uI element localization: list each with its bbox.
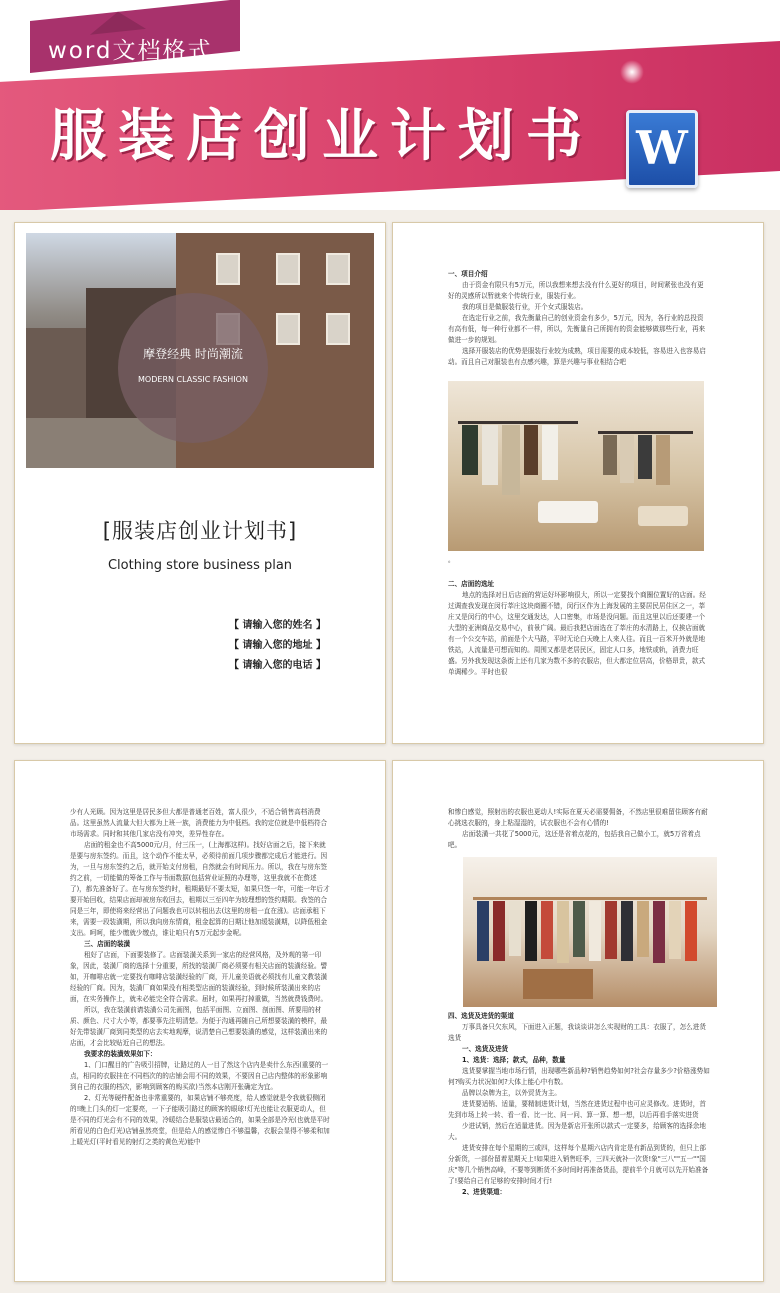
page-3 (14, 760, 386, 1282)
paragraph: 地点的选择对日后店面的营运好坏影响很大，所以一定要找个商圈位置好的店面。经过调查我发现在闵行莘庄这块商圈不错，闵行区作为上海发展的主要居民居住区之一，莘庄又是闵行的中心，这里交通发达，人口密集，市场是没问题。而且这里以后还要建一个大型的亚洲商品交易中心，前景广阔。最后我把店面选在了莘庄的水清路上，仅挨店面就有一个公交车站，前面是个大马路，平时无论白天晚上人来人往。而且一百米开外就是地铁站，人流量是可想而知的。周围又都是老居民区，固定人口多，地铁或轨，消费力旺盛。另外我发现这条街上还有几家为数不多的衣服店，但大都定位居高，价格昂贵，款式单调稀少。平时也很 (448, 591, 706, 676)
paragraph: 少进试销，然后在适量进货。因为是新店开张所以款式一定要多，给顾客的选择余地大。 (448, 1122, 706, 1141)
section-heading: 四、选货及进货的渠道 (448, 1012, 514, 1020)
paragraph: 进货安排在每个星期的三或四，这样每个星期六店内肯定是有新品到货的，但只上部分新货，一部份留着星期天上!如果进入销售旺季，三四天就补一次货!象"三八""五一""国庆"等几个销售高峰，不要等到断货不多时间时再准备货品，提前半个月就可以先开始准备了!要给自己有足够的安排时间才行! (448, 1144, 709, 1185)
page2-text-top (448, 269, 710, 368)
slogan-en: MODERN CLASSIC FASHION (138, 375, 248, 384)
store-interior-photo (448, 381, 704, 551)
paragraph: 少有人光顾。因为这里是居民多但大都是普通老百姓，富人很少，不适合销售高档消费品。这里虽然人流量大但大都为上班一族，消费能力为中低档。我的定位就是中低档符合市场需求。同时和其他几家店没有冲突，差异性存在。 (70, 808, 328, 838)
page2-dot: 。 (448, 556, 455, 564)
section-heading: 一、选货及进货 (462, 1045, 509, 1053)
paragraph: 进货要适销、适量，要精制进货计划，当然在进货过程中也可应灵修改。进货时，首先到市场上转一转、看一看、比一比、问一问、算一算、想一想，以后再看手落实进货 (448, 1100, 706, 1119)
page-2 (392, 222, 764, 744)
format-tag: word文档格式 (48, 38, 213, 64)
name-field: 【 请输入您的姓名 】 (229, 620, 326, 631)
page4-text-bottom (448, 1011, 710, 1198)
page4-text-top (448, 807, 710, 851)
section-heading: 一、项目介绍 (448, 270, 488, 278)
paragraph: 由于资金有限只有5万元，所以我想来想去没有什么更好的项目，时间紧张也没有更好的灵感所以暂就来个传统行业，服装行业。 (448, 281, 704, 300)
paragraph: 租好了店面，下面要装修了。店面装潢关系到一家店的经营风格，及外观的第一印象，因此，装潢厂商的选择十分重要，所找的装潢厂商必须要有相关店面的装潢经验。譬如，开咖啡店就一定要找有咖啡店装潢经验的厂商，开儿童美语就必须找有儿童文教装潢经验的厂商。因为，装潢厂商如果没有相类型店面的装潢经验，到时候所装潢出来的店面，在实务操作上，就未必能完全符合需求。届时，如果再打掉重做，当然就费钱费时。 (70, 951, 328, 1003)
paragraph: 2、灯光等硬件配备也非常重要的，如果店铺不够亮度，给人感觉就是令我就很侧闭的!晚上门头的灯一定要亮，一下子能吸引路过的顾客的眼球!灯光也能让衣服更动人，但是不同的灯光会有不同的效果，冷暖结合是服装店最适合的，如果全部是冷光(也就是平时所看见的白色灯光)店铺虽然亮堂，但是给人的感觉惨白不够温馨，衣服会显得不够柔和加上暖光灯(平时看见的射灯之类的黄色光)能中 (70, 1094, 330, 1146)
banner-title: 服装店创业计划书 (50, 103, 594, 169)
section-heading: 三、店面的装潢 (84, 940, 131, 948)
cover-subtitle: Clothing store business plan (107, 558, 293, 573)
slogan-circle (118, 293, 268, 443)
banner (0, 0, 780, 210)
phone-field: 【 请输入您的电话 】 (229, 660, 326, 671)
section-heading: 我要求的装潢效果如下： (84, 1050, 157, 1058)
paragraph: 选货要掌握当地市场行情，出现哪些新品种?销售趋势如何?社会存量多少?价格涨势如何?购买力状况如何?大体上能心中有数。 (448, 1067, 710, 1086)
section-heading: 1、选货：选择；款式，品种，数量 (462, 1056, 566, 1064)
slogan-cn: 摩登经典 时尚潮流 (143, 347, 243, 361)
paragraph: 1、门口醒目的广告吸引招牌，让路过的人一目了然这个店内是卖什么东西(重要的一点，相同的衣服挂在不同档次的的店铺会用不同的效果，不要因自己店内整体的形象影响到自己的衣服的档次，影响到顾客的购买欲)当然本店刚开张确定为宜。 (70, 1061, 329, 1091)
paragraph: 万事具备只欠东风，下面进入正题，我谈谈讲怎么实现财的工具：衣服了，怎么进货选货 (448, 1023, 706, 1042)
sparkle-icon (620, 60, 644, 84)
section-heading: 2、进货渠道： (462, 1188, 507, 1196)
address-field: 【 请输入您的地址 】 (229, 640, 326, 651)
paragraph: 和惨白感觉，照射出的衣服也更动人!实际在夏天必需要佣备，不然店里很难留住顾客有耐心挑选衣服的，身上粘湿湿的，试衣服也不会有心情的! (448, 808, 708, 827)
page-4 (392, 760, 764, 1282)
paragraph: 品牌以杂牌为主，以外贸货为主。 (462, 1089, 561, 1097)
street-photo (26, 233, 374, 468)
paragraph: 选择开服装店的优势是服装行业较为成熟，项目需要的成本较低，容易进入也容易启动。而且自己对服装也有点感兴趣，算是兴趣与事业相结合吧 (448, 347, 706, 366)
section-heading: 二、店面的选址 (448, 580, 495, 588)
page2-text-bottom (448, 579, 710, 678)
paragraph: 店面的租金也不高5000元/月，付三压一，(上海都这样)。找好店面之后，接下来就是要与房东签约。而且，这个动作不能太早，必须待前面几项步骤都完成后才能进行。因为，一旦与房东签约之后，就开始支付房租，自然就会有时间压力。所以，我在与房东签约之前，一切能做的筹备工作与书面数据(包括营业证照的办理等，这里我就不在赘述了)，都先准备好了。在与房东签约时，租期最好不要太短，如果只签一年，可能一年后才要开始回收，结果店面却被房东收回去，租期以三至四年为较理想的签约期限。我签的合同是三年，即使将来经营出了问题我也可以转租出去(这里的房租一直在涨)。店面承租下来，需要一段装潢期，所以我向房东情商，租金起算的日期让他加缓装潢期，以降低租金支出。呵呵，能少缴就少缴点，谁让咱只有5万元起步金呢。 (70, 841, 330, 937)
word-icon: W (626, 110, 698, 188)
store-interior-photo (463, 857, 717, 1007)
paragraph: 所以，我在装潢前请装潢公司先画图，包括平面图、立面图、剖面图、所要用的材质、颜色、尺寸大小等，都要事先注明清楚。为便于沟通再随自己所想要装潢的模样，最好先带装潢厂商到同类型的店去实地观摩，说清楚自己想要装潢的感觉，这样装潢出来的店面，才会比较贴近自己的想法。 (70, 1006, 328, 1047)
cover-fields (229, 616, 326, 676)
cover-page (14, 222, 386, 744)
cover-title: [服装店创业计划书] (102, 519, 298, 543)
paragraph: 在选定行业之前，我先衡量自己的创业资金有多少，5万元，因为，各行业的总投资有高有低，每一种行业都不一样，所以，先衡量自己所拥有的资金能够做那些行业，再来做进一步的规划。 (448, 314, 706, 344)
page3-text (70, 807, 332, 1148)
paragraph: 店面装潢一共花了5000元，这还是省着点花的，包括我自己做小工，就5万省着点吧。 (448, 830, 701, 849)
paragraph: 我的项目是做服装行业，开个女式服装店。 (462, 303, 588, 311)
